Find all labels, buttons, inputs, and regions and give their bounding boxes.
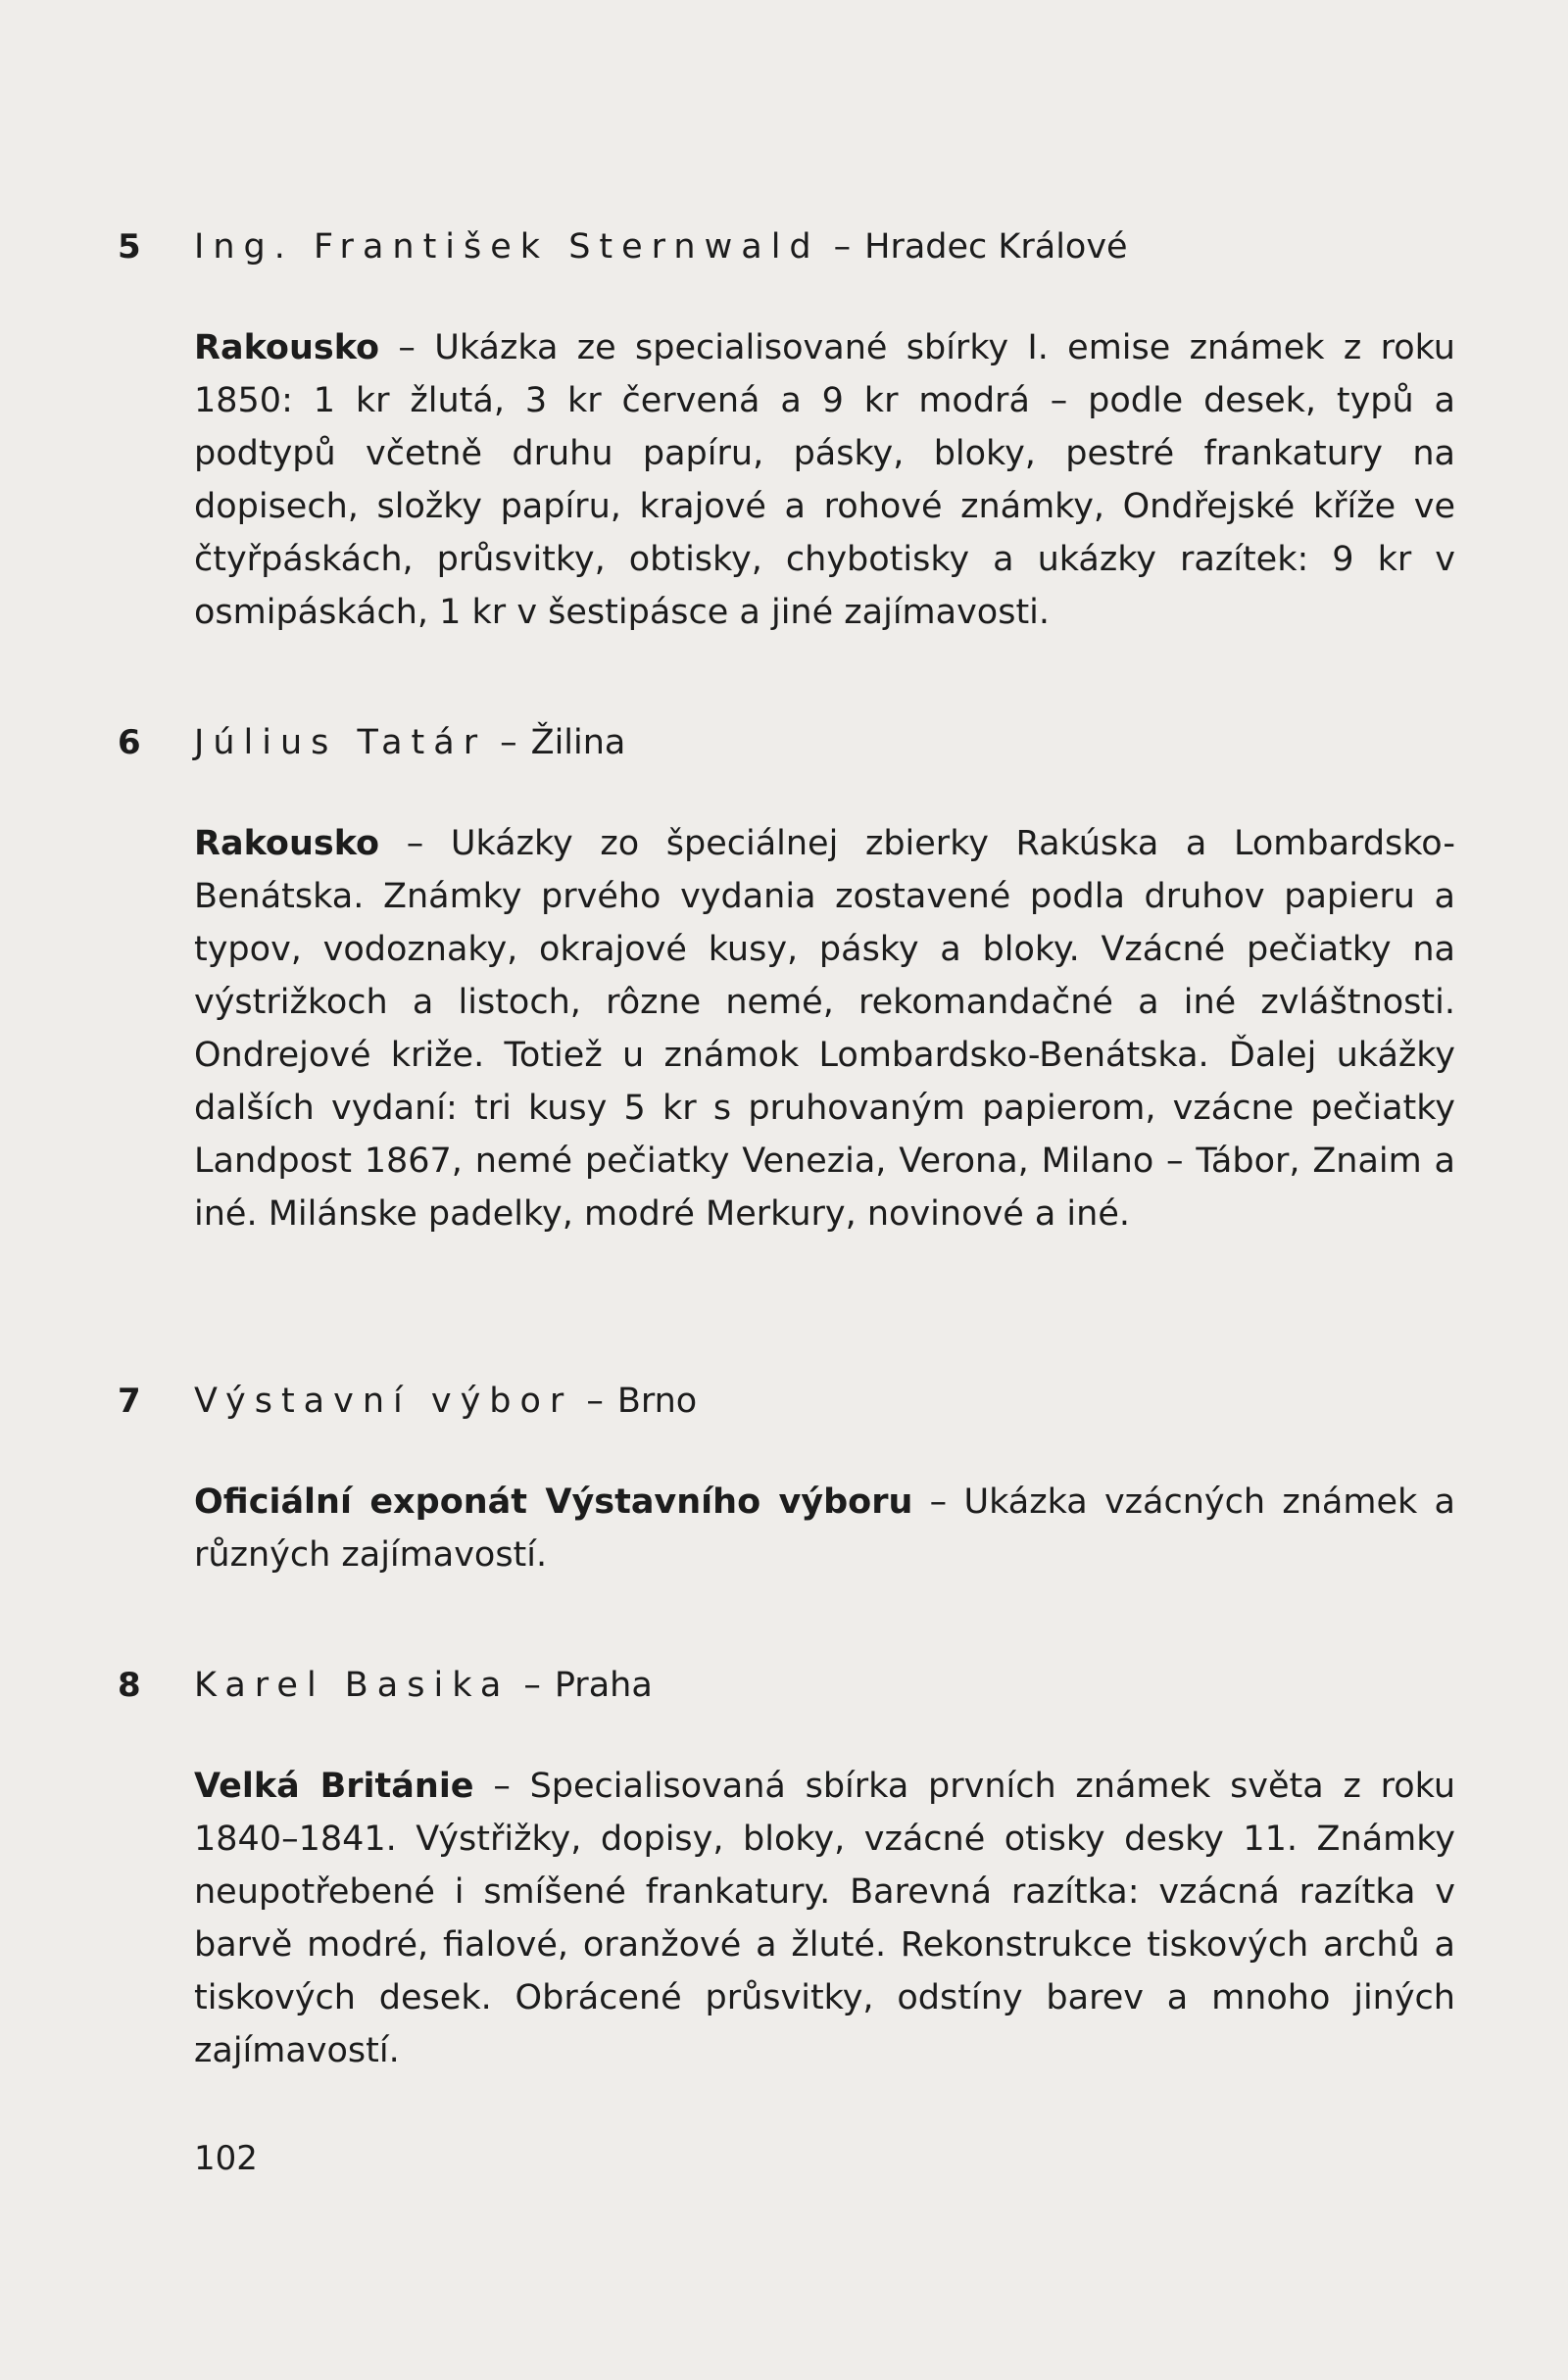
exhibit-text: Ukázka vzácných známek a různých zajímavostí.: [194, 1482, 1455, 1575]
entry-description: [194, 1760, 1455, 2077]
exhibitor-name-text: Výstavní výbor: [194, 1382, 573, 1421]
exhibitor-name-text: Ing. František Sternwald: [194, 227, 820, 267]
exhibitor-name-text: Július Tatár: [194, 723, 487, 762]
exhibitor-name: [194, 1656, 653, 1715]
entry-number: 8: [118, 1666, 141, 1705]
exhibitor-entry-5: [118, 218, 1455, 639]
entry-number: 6: [118, 723, 141, 762]
exhibitor-entry-7: [118, 1372, 1455, 1581]
exhibitor-name: [194, 218, 1128, 276]
exhibitor-entry-8: [118, 1656, 1455, 2077]
entry-header: [118, 1656, 1455, 1724]
exhibitor-city: Žilina: [530, 723, 626, 762]
exhibit-text: Specialisovaná sbírka prvních známek světa z roku 1840–1841. Výstřižky, dopisy, bloky, vzácné otisky desky 11. Známky neupotřebené i smíšené frankatury. Barevná razítka: vzácná razítka v barvě modré, fialové, oranžové a žluté. Rekonstrukce tiskových archů a tiskových desek. Obrácené průsvitky, odstíny barev a mnoho jiných zajímavostí.: [194, 1767, 1455, 2070]
entry-header: [118, 1372, 1455, 1440]
exhibitor-entry-6: [118, 713, 1455, 1240]
entry-description: [194, 321, 1455, 639]
title-separator: –: [379, 328, 435, 367]
entry-description: [194, 817, 1455, 1240]
exhibitor-name: [194, 1372, 697, 1431]
exhibitor-name-text: Karel Basika: [194, 1666, 511, 1705]
entry-number: 7: [118, 1382, 141, 1421]
title-separator: –: [473, 1767, 530, 1806]
entry-header: [118, 218, 1455, 286]
name-dash: –: [500, 723, 517, 762]
exhibit-title: Velká Británie: [194, 1767, 474, 1806]
title-separator: –: [379, 824, 451, 863]
page-number: 102: [194, 2139, 258, 2178]
entry-description: [194, 1476, 1455, 1581]
exhibit-text: Ukázky zo špeciálnej zbierky Rakúska a Lombardsko-Benátska. Známky prvého vydania zostavené podla druhov papieru a typov, vodoznaky, okrajové kusy, pásky a bloky. Vzácné pečiatky na výstrižkoch a listoch, rôzne nemé, rekomandačné a iné zvláštnosti. Ondrejové križe. Totiež u známok Lombardsko-Benátska. Ďalej ukážky dalších vydaní: tri kusy 5 kr s pruhovaným papierom, vzácne pečiatky Landpost 1867, nemé pečiatky Venezia, Verona, Milano – Tábor, Znaim a iné. Milánske padelky, modré Merkury, novinové a iné.: [194, 824, 1455, 1234]
exhibitor-city: Praha: [554, 1666, 653, 1705]
title-separator: –: [912, 1482, 964, 1522]
name-dash: –: [833, 227, 852, 267]
exhibit-title: Rakousko: [194, 824, 380, 863]
exhibit-title: Oficiální exponát Výstavního výboru: [194, 1482, 913, 1522]
entry-number: 5: [118, 227, 141, 267]
exhibit-text: Ukázka ze specialisované sbírky I. emise známek z roku 1850: 1 kr žlutá, 3 kr červená a 9 kr modrá – podle desek, typů a podtypů včetně druhu papíru, pásky, bloky, pestré frankatury na dopisech, složky papíru, krajové a rohové známky, Ondřejské kříže ve čtyřpáskách, průsvitky, obtisky, chybotisky a ukázky razítek: 9 kr v osmipáskách, 1 kr v šestipásce a jiné zajímavosti.: [194, 328, 1455, 632]
exhibitor-city: Hradec Králové: [864, 227, 1128, 267]
exhibitor-name: [194, 713, 625, 772]
name-dash: –: [523, 1666, 541, 1705]
exhibit-title: Rakousko: [194, 328, 380, 367]
entry-header: [118, 713, 1455, 782]
exhibitor-city: Brno: [616, 1382, 698, 1421]
name-dash: –: [586, 1382, 604, 1421]
